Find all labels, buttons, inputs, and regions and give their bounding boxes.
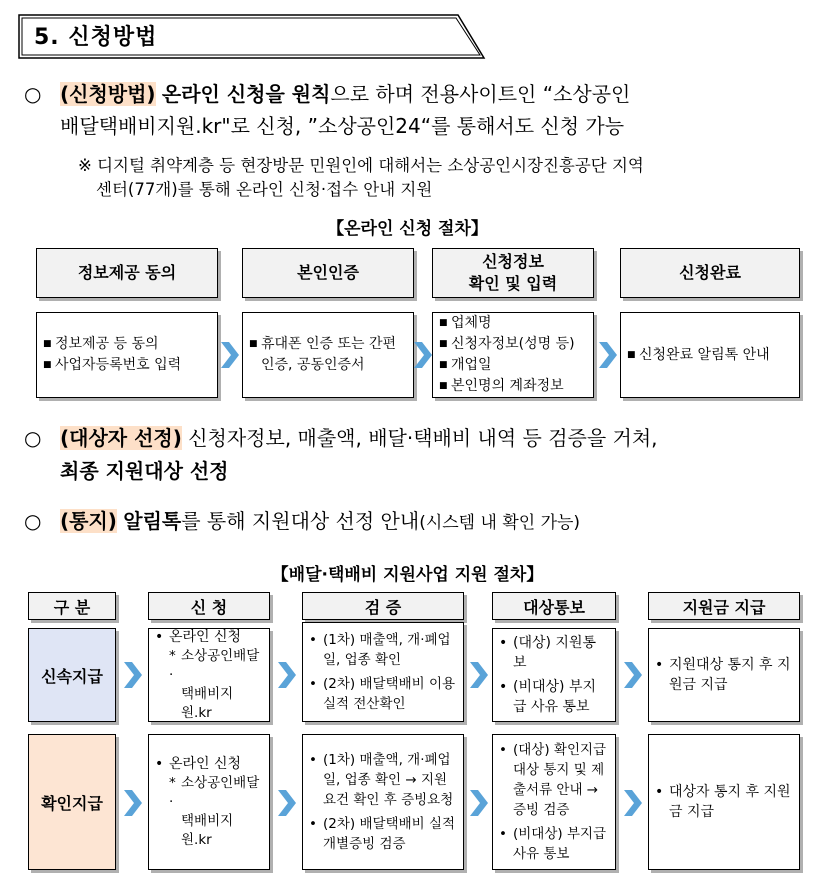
col-header-notify: 대상통보	[492, 592, 616, 620]
row-category-confirm: 확인지급	[28, 734, 116, 870]
paragraph-application-method	[24, 78, 630, 110]
note	[78, 154, 644, 178]
chevron-right-arrow-icon	[624, 662, 642, 688]
col-header-pay: 지원금 지급	[648, 592, 800, 620]
chevron-right-arrow-icon	[124, 790, 142, 816]
list-item: ■ 정보제공 등 동의	[43, 334, 211, 355]
square-bullet-icon: ■	[43, 360, 52, 370]
chevron-right-arrow-icon	[278, 662, 296, 688]
paragraph-selection-line2: 최종 지원대상 선정	[60, 459, 229, 483]
note-mark: ※	[78, 156, 92, 175]
list-item: ■ 신청완료 알림톡 안내	[627, 345, 793, 366]
paragraph-application-method-line2: 배달택배비지원.kr"로 신청, ”소상공인24“를 통해서도 신청 가능	[60, 114, 625, 138]
chevron-right-arrow-icon	[624, 790, 642, 816]
step-head-input-line1: 신청정보	[482, 252, 544, 271]
row-confirm-apply: • 온라인 신청 * 소상공인배달· 택배비지원.kr	[148, 734, 270, 870]
section-title	[34, 20, 157, 51]
section-header	[18, 14, 483, 58]
step-detail-verify	[242, 312, 414, 398]
circle-bullet: ○	[24, 82, 42, 106]
list-item: ■ 신청자정보(성명 등)	[439, 334, 587, 355]
para2-text: 신청자정보, 매출액, 배달·택배비 내역 등 검증을 거쳐,	[188, 426, 658, 450]
note-line1: 디지털 취약계층 등 현장방문 민원인에 대해서는 소상공인시장진흥공단 지역	[97, 156, 644, 175]
col-header-apply: 신 청	[148, 592, 270, 620]
tag-notice: (통지)	[60, 509, 117, 533]
online-procedure-title: 【온라인 신청 절차】	[327, 219, 488, 239]
list-item: ■ 본인명의 계좌정보	[439, 376, 587, 397]
col-header-category: 구 분	[28, 592, 116, 620]
step-detail-consent	[36, 312, 218, 398]
chevron-right-arrow-icon	[124, 662, 142, 688]
chevron-right-arrow-icon	[414, 342, 432, 368]
tag-selection: (대상자 선정)	[60, 426, 182, 450]
list-item: ■ 사업자등록번호 입력	[43, 355, 211, 376]
step-detail-complete	[620, 312, 800, 398]
support-procedure-title: 【배달·택배비 지원사업 지원 절차】	[271, 565, 544, 585]
step-head-consent: 정보제공 동의	[36, 248, 218, 298]
square-bullet-icon: ■	[43, 339, 52, 349]
list-item: ■ 개업일	[439, 355, 587, 376]
square-bullet-icon: ■	[439, 318, 448, 328]
circle-bullet: ○	[24, 426, 42, 450]
para3-small: (시스템 내 확인 가능)	[419, 513, 581, 533]
circle-bullet: ○	[24, 509, 42, 533]
square-bullet-icon: ■	[439, 339, 448, 349]
step-head-input-line2: 확인 및 입력	[468, 274, 558, 293]
row-fast-apply: • 온라인 신청 * 소상공인배달· 택배비지원.kr	[148, 628, 270, 722]
section-number: 5.	[34, 25, 60, 50]
chevron-right-arrow-icon	[470, 790, 488, 816]
square-bullet-icon: ■	[249, 339, 258, 349]
step-head-verify: 본인인증	[242, 248, 414, 298]
paragraph-selection	[24, 422, 658, 454]
step-detail-input	[432, 312, 594, 398]
row-category-fast: 신속지급	[28, 628, 116, 722]
row-confirm-pay: • 대상자 통지 후 지원금 지급	[648, 734, 800, 870]
note-line2: 센터(77개)를 통해 온라인 신청·접수 안내 지원	[96, 180, 433, 199]
paragraph-notice	[24, 505, 580, 539]
bold-alimtalk: 알림톡	[123, 509, 182, 533]
step-head-input	[432, 248, 594, 298]
row-confirm-verify: • (1차) 매출액, 개·폐업일, 업종 확인 → 지원요건 확인 후 증빙요청 • (2차) 배달택배비 실적 개별증빙 검증	[302, 734, 464, 870]
section-title-text: 신청방법	[68, 25, 158, 50]
para3-text: 를 통해 지원대상 선정 안내	[181, 509, 420, 533]
chevron-right-arrow-icon	[221, 342, 239, 368]
row-fast-notify: • (대상) 지원통보 • (비대상) 부지급 사유 통보	[492, 628, 616, 722]
chevron-right-arrow-icon	[599, 342, 617, 368]
tag-application-method: (신청방법)	[60, 82, 156, 106]
step-head-complete: 신청완료	[620, 248, 800, 298]
square-bullet-icon: ■	[439, 381, 448, 391]
row-fast-pay: • 지원대상 통지 후 지원금 지급	[648, 628, 800, 722]
list-item: ■ 휴대폰 인증 또는 간편인증, 공동인증서	[249, 334, 407, 376]
row-fast-verify: • (1차) 매출액, 개·폐업일, 업종 확인 • (2차) 배달택배비 이용실적 전산확인	[302, 622, 464, 722]
col-header-verify: 검 증	[302, 592, 464, 620]
row-confirm-notify: • (대상) 확인지급 대상 통지 및 제출서류 안내 → 증빙 검증 • (비대상) 부지급 사유 통보	[492, 734, 616, 870]
chevron-right-arrow-icon	[278, 790, 296, 816]
square-bullet-icon: ■	[627, 349, 636, 360]
chevron-right-arrow-icon	[470, 662, 488, 688]
bold-online-principle: 온라인 신청을 원칙	[161, 82, 331, 106]
square-bullet-icon: ■	[439, 360, 448, 370]
list-item: ■ 업체명	[439, 313, 587, 334]
para1-text: 으로 하며 전용사이트인 “소상공인	[330, 82, 631, 106]
